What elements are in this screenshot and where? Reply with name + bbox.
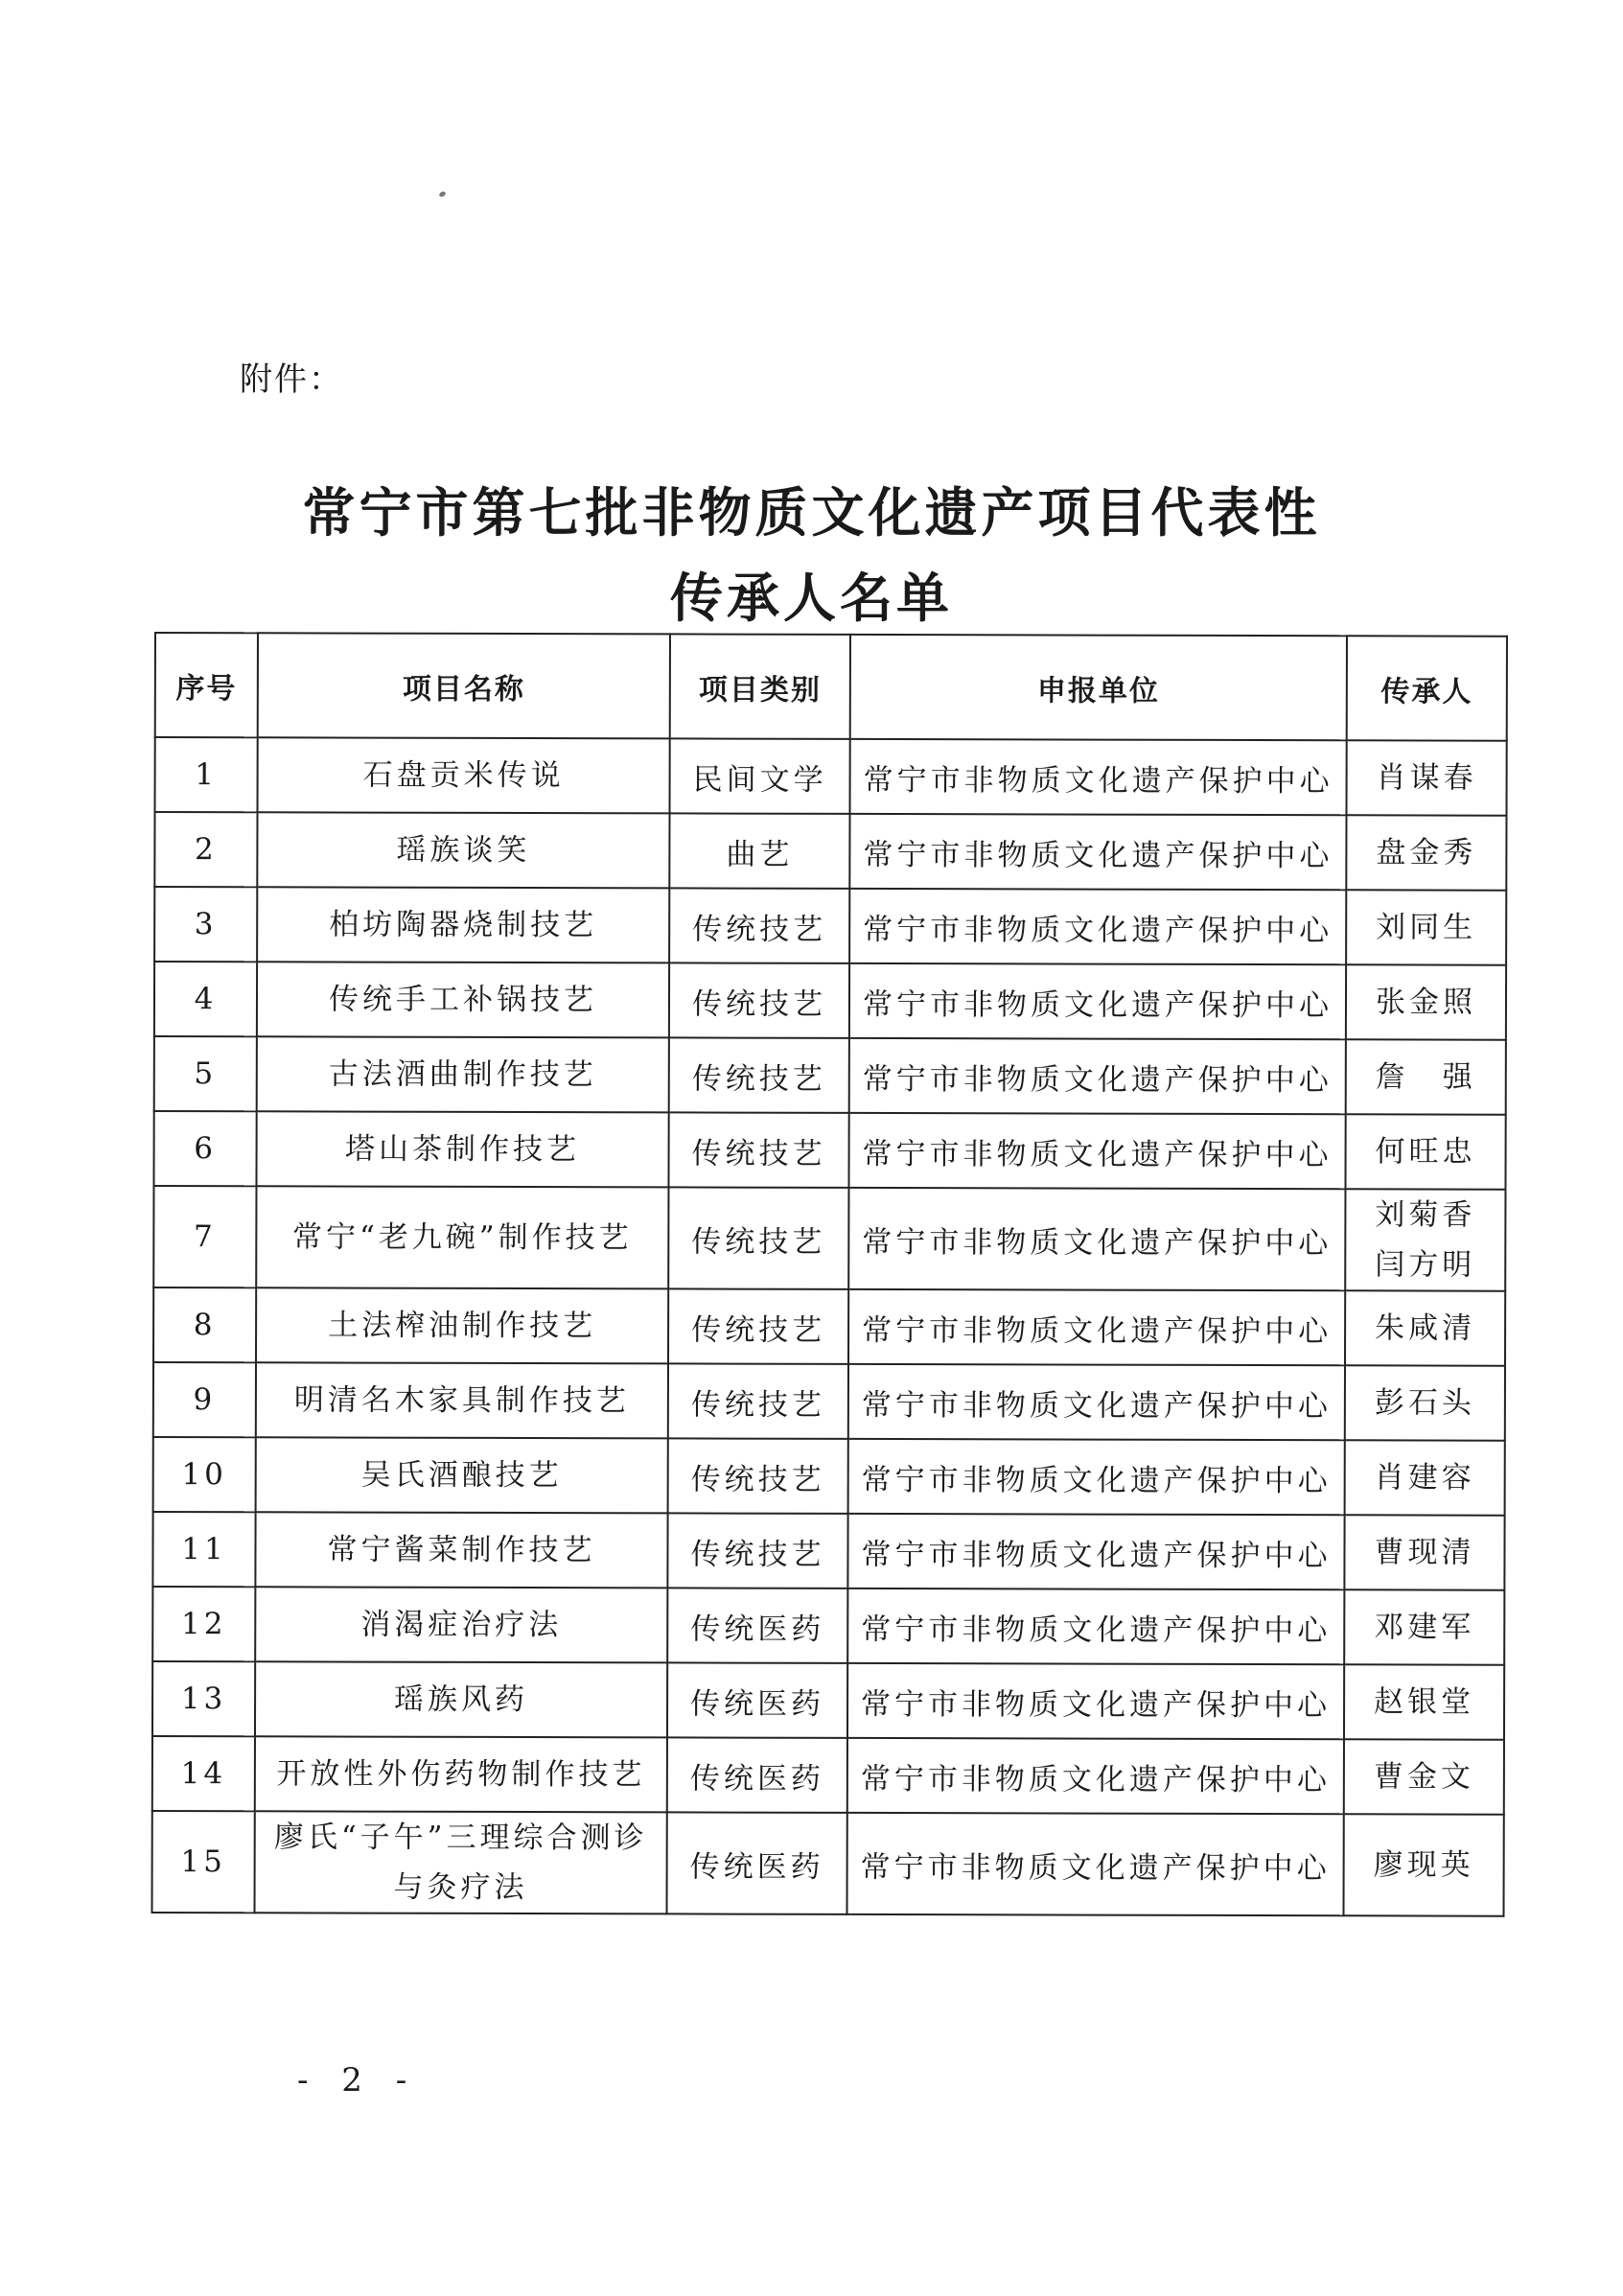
- row-number-cell: 8: [153, 1287, 256, 1362]
- project-category-cell: 曲艺: [669, 813, 849, 888]
- project-name-cell: [258, 737, 670, 813]
- project-category-cell: 传统医药: [667, 1588, 847, 1662]
- table-row: [153, 1111, 1505, 1190]
- header-cell: 传承人: [1347, 636, 1507, 740]
- inheritor-name: 彭石头: [1374, 1385, 1475, 1421]
- inheritor-name: 张金照: [1375, 985, 1477, 1020]
- project-name-line: 吴氏酒酿技艺: [360, 1457, 563, 1494]
- project-category-cell: 传统技艺: [667, 1513, 847, 1588]
- header-cell: 项目名称: [258, 633, 670, 738]
- project-name-cell: [257, 812, 669, 888]
- project-name-line: 与灸疗法: [393, 1869, 528, 1906]
- reporting-unit-cell: 常宁市非物质文化遗产保护中心: [848, 1188, 1345, 1290]
- table-row: [152, 1736, 1504, 1815]
- project-category-cell: 传统技艺: [668, 1438, 848, 1513]
- page-number: - 2 -: [297, 2061, 419, 2099]
- project-category-cell: 传统技艺: [668, 1187, 848, 1288]
- inheritor-name: 曹金文: [1373, 1759, 1474, 1795]
- inheritor-cell: [1346, 815, 1506, 890]
- project-name-cell: [256, 1437, 668, 1513]
- row-number-cell: 2: [154, 812, 257, 887]
- table-row: [154, 887, 1506, 965]
- project-name-cell: [256, 1111, 668, 1187]
- row-number-cell: 9: [153, 1362, 256, 1437]
- row-number-cell: 14: [152, 1736, 255, 1811]
- project-name-line: 开放性外伤药物制作技艺: [276, 1756, 646, 1793]
- project-name-line: 瑶族谈笑: [396, 832, 531, 869]
- row-number-cell: 3: [154, 887, 257, 962]
- table-row: [154, 962, 1506, 1040]
- inheritor-name: 曹现清: [1374, 1535, 1475, 1570]
- table-row: [154, 1036, 1506, 1115]
- reporting-unit-cell: 常宁市非物质文化遗产保护中心: [849, 814, 1346, 890]
- row-number-cell: 10: [153, 1437, 256, 1512]
- project-category-cell: 传统医药: [667, 1662, 847, 1737]
- table-row: [155, 737, 1507, 816]
- project-name-line: 明清名木家具制作技艺: [293, 1382, 630, 1419]
- row-number-cell: 13: [152, 1661, 255, 1736]
- reporting-unit-cell: 常宁市非物质文化遗产保护中心: [849, 889, 1346, 964]
- project-name-cell: [256, 1362, 668, 1438]
- project-name-line: 常宁“老九碗”制作技艺: [291, 1219, 633, 1256]
- row-number-cell: 4: [154, 962, 257, 1036]
- inheritor-cell: [1343, 1814, 1503, 1915]
- inheritor-name: 肖建容: [1374, 1460, 1475, 1496]
- reporting-unit-cell: 常宁市非物质文化遗产保护中心: [847, 1663, 1344, 1739]
- project-name-line: 瑶族风药: [394, 1681, 529, 1718]
- inheritor-cell: [1345, 1189, 1505, 1290]
- document-title-line-2: 传承人名单: [669, 568, 953, 629]
- row-number-cell: 6: [153, 1111, 256, 1186]
- project-name-line: 传统手工补锅技艺: [328, 982, 598, 1018]
- project-category-cell: 传统技艺: [668, 1363, 848, 1438]
- reporting-unit-cell: 常宁市非物质文化遗产保护中心: [847, 1589, 1344, 1664]
- table-row: [152, 1811, 1504, 1916]
- header-cell: 项目类别: [670, 634, 850, 738]
- project-category-cell: 传统医药: [667, 1812, 847, 1913]
- inheritor-table: [151, 632, 1507, 1917]
- project-category-cell: 民间文学: [670, 738, 850, 813]
- table-row: [153, 1186, 1505, 1291]
- inheritor-cell: [1344, 1739, 1504, 1814]
- project-category-cell: 传统医药: [667, 1737, 847, 1812]
- table-row: [152, 1661, 1504, 1740]
- table-row: [152, 1587, 1504, 1665]
- table-row: [153, 1437, 1505, 1516]
- inheritor-name: 廖现英: [1373, 1847, 1474, 1883]
- project-name-line: 石盘贡米传说: [362, 757, 565, 794]
- project-name-cell: [255, 1587, 667, 1662]
- project-name-line: 塔山茶制作技艺: [345, 1131, 581, 1168]
- project-name-line: 柏坊陶器烧制技艺: [329, 907, 598, 943]
- reporting-unit-cell: 常宁市非物质文化遗产保护中心: [849, 1038, 1346, 1114]
- table-row: [153, 1362, 1505, 1441]
- attachment-label: 附件：: [240, 360, 343, 399]
- table-row: [152, 1512, 1504, 1590]
- inheritor-cell: [1346, 890, 1506, 964]
- project-name-line: 常宁酱菜制作技艺: [327, 1532, 596, 1568]
- project-category-cell: 传统技艺: [668, 1112, 848, 1187]
- project-name-cell: [255, 1811, 667, 1913]
- project-name-cell: [256, 1186, 668, 1288]
- header-cell: 序号: [155, 633, 258, 737]
- inheritor-cell: [1345, 1114, 1505, 1189]
- inheritor-name: 肖谋春: [1376, 760, 1477, 796]
- table-header-row: [155, 633, 1507, 741]
- project-name-cell: [257, 1036, 669, 1112]
- table-body: [152, 737, 1507, 1916]
- table-row: [153, 1287, 1505, 1366]
- project-name-cell: [257, 962, 669, 1037]
- project-name-cell: [255, 1661, 667, 1737]
- project-name-cell: [256, 1287, 668, 1363]
- project-name-cell: [255, 1736, 667, 1812]
- inheritor-cell: [1344, 1589, 1504, 1664]
- inheritor-cell: [1344, 1515, 1504, 1589]
- reporting-unit-cell: 常宁市非物质文化遗产保护中心: [847, 1738, 1344, 1814]
- inheritor-cell: [1345, 1440, 1505, 1515]
- row-number-cell: 15: [152, 1811, 255, 1913]
- project-category-cell: 传统技艺: [668, 1288, 848, 1363]
- inheritor-name: 邓建军: [1374, 1610, 1475, 1645]
- project-category-cell: 传统技艺: [669, 888, 849, 962]
- inheritor-name: 朱咸清: [1375, 1310, 1476, 1346]
- reporting-unit-cell: 常宁市非物质文化遗产保护中心: [848, 1364, 1345, 1440]
- reporting-unit-cell: 常宁市非物质文化遗产保护中心: [847, 1514, 1344, 1589]
- document-title-line-1: 常宁市第七批非物质文化遗产项目代表性: [302, 482, 1321, 544]
- reporting-unit-cell: 常宁市非物质文化遗产保护中心: [846, 1813, 1343, 1915]
- inheritor-name: 盘金秀: [1376, 835, 1477, 870]
- reporting-unit-cell: 常宁市非物质文化遗产保护中心: [848, 1289, 1345, 1365]
- inheritor-cell: [1345, 1365, 1505, 1440]
- inheritor-cell: [1344, 1664, 1504, 1739]
- inheritor-cell: [1347, 740, 1507, 815]
- inheritor-name: 闫方明: [1375, 1247, 1476, 1283]
- row-number-cell: 1: [155, 737, 258, 812]
- inheritor-cell: [1346, 964, 1506, 1039]
- inheritor-name: 詹 强: [1375, 1059, 1476, 1095]
- inheritor-cell: [1346, 1039, 1506, 1114]
- row-number-cell: 7: [153, 1186, 256, 1287]
- row-number-cell: 11: [152, 1512, 255, 1587]
- project-name-cell: [255, 1512, 667, 1588]
- project-name-line: 古法酒曲制作技艺: [328, 1056, 597, 1093]
- inheritor-name: 刘菊香: [1375, 1197, 1476, 1233]
- inheritor-name: 刘同生: [1376, 910, 1477, 945]
- scan-speck: [438, 191, 447, 198]
- project-category-cell: 传统技艺: [669, 962, 849, 1037]
- reporting-unit-cell: 常宁市非物质文化遗产保护中心: [848, 1439, 1345, 1515]
- reporting-unit-cell: 常宁市非物质文化遗产保护中心: [848, 1113, 1345, 1189]
- inheritor-name: 赵银堂: [1374, 1684, 1475, 1720]
- project-name-line: 消渴症治疗法: [360, 1607, 563, 1643]
- project-name-line: 土法榨油制作技艺: [328, 1308, 597, 1344]
- header-cell: 申报单位: [850, 635, 1347, 740]
- table-row: [154, 812, 1506, 891]
- project-name-cell: [257, 887, 669, 962]
- row-number-cell: 5: [154, 1036, 257, 1111]
- reporting-unit-cell: 常宁市非物质文化遗产保护中心: [849, 963, 1346, 1039]
- inheritor-cell: [1345, 1290, 1505, 1365]
- project-name-line: 廖氏“子午”三理综合测诊: [273, 1820, 648, 1856]
- row-number-cell: 12: [152, 1587, 255, 1661]
- inheritor-name: 何旺忠: [1375, 1134, 1476, 1170]
- reporting-unit-cell: 常宁市非物质文化遗产保护中心: [850, 739, 1347, 815]
- project-category-cell: 传统技艺: [669, 1037, 849, 1112]
